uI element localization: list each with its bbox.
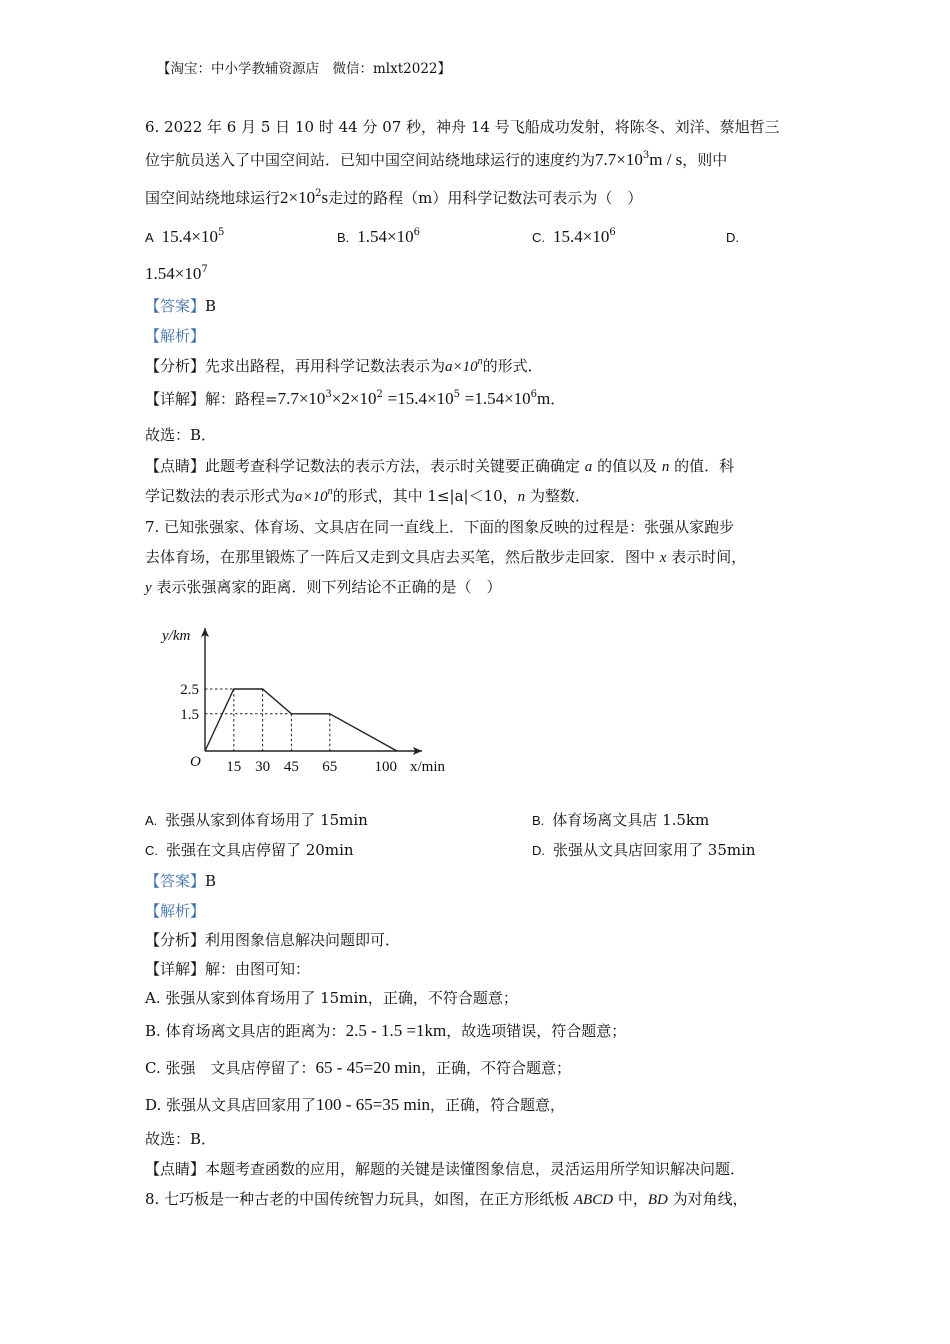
q7-choice: 故选：B．	[145, 1130, 217, 1148]
q6-detail: 【详解】解：路程$=7.7\times 10^3\times 2\times 10^2 =15.4\times 10^5 =1.54\times 10^6m$．	[145, 389, 566, 408]
q7-item-b: B. 体育场离文具店的距离为：2.5 - 1.5 =1km，故选项错误，符合题意；	[145, 1021, 627, 1040]
x-tick-65: 65	[322, 759, 338, 775]
y-tick-1.5: 1.5	[180, 706, 199, 723]
q7-answer: 【答案】B	[145, 872, 217, 890]
x-tick-100: 100	[374, 759, 397, 775]
q7-option-c: C. 张强在文具店停留了 20min	[145, 841, 354, 859]
q8-line-1: 8. 七巧板是一种古老的中国传统智力玩具，如图，在正方形纸板 ABCD 中，BD 为对角线，	[145, 1190, 748, 1208]
q7-option-b: B. 体育场离文具店 1.5km	[532, 811, 710, 829]
q7-item-a: A. 张强从家到体育场用了 15min，正确，不符合题意；	[145, 989, 518, 1007]
q6-option-b: B. $1.54\times 10^6$	[337, 227, 421, 246]
x-axis-label: x/min	[410, 759, 446, 775]
y-tick-2.5: 2.5	[180, 682, 199, 698]
q6-option-d-label: D.	[726, 230, 739, 245]
x-tick-15: 15	[226, 759, 242, 775]
q6-option-d: $1.54\times 10^7$	[145, 264, 208, 283]
q6-option-c: C. $15.4\times 10^6$	[532, 227, 616, 246]
q7-fenxi: 【分析】利用图象信息解决问题即可．	[145, 931, 401, 949]
q6-dianjing-2: 学记数法的表示形式为$a\times 10^n$的形式，其中 1≤|a|＜10，n 为整数．	[145, 486, 590, 505]
q6-analysis-tag: 【解析】	[145, 327, 206, 345]
q7-line-3: y 表示张强离家的距离．则下列结论不正确的是（ ）	[145, 578, 502, 596]
q6-option-a: A $15.4\times 10^5$	[145, 227, 225, 246]
q7-item-d: D. 张强从文具店回家用了100 - 65=35 min，正确，符合题意，	[145, 1095, 565, 1114]
q7-option-d: D. 张强从文具店回家用了 35min	[532, 841, 756, 859]
q6-fenxi: 【分析】先求出路程，再用科学记数法表示为$a\times 10^n$的形式．	[145, 356, 543, 375]
y-axis-label: y/km	[162, 628, 191, 644]
q6-line-2: 位宇航员送入了中国空间站．已知中国空间站绕地球运行的速度约为$7.7\times 10^3m / s$，则中	[145, 150, 728, 169]
q6-answer: 【答案】B	[145, 297, 217, 315]
page-header: 【淘宝：中小学教辅资源店 微信：mlxt2022】	[157, 61, 452, 77]
q7-analysis-tag: 【解析】	[145, 902, 206, 920]
q6-line-3: 国空间站绕地球运行$2\times 10^2s$走过的路程（m）用科学记数法可表示为（ ）	[145, 188, 643, 207]
q7-detail: 【详解】解：由图可知：	[145, 960, 311, 978]
q7-option-a: A. 张强从家到体育场用了 15min	[145, 811, 368, 829]
distance-time-graph	[150, 618, 460, 783]
x-tick-30: 30	[255, 759, 271, 775]
q6-dianjing-1: 【点睛】此题考查科学记数法的表示方法，表示时关键要正确确定 a 的值以及 n 的值．科	[145, 457, 735, 475]
x-tick-45: 45	[283, 759, 299, 775]
q7-line-1: 7. 已知张强家、体育场、文具店在同一直线上．下面的图象反映的过程是：张强从家跑步	[145, 518, 735, 536]
q6-line-1: 6. 2022 年 6 月 5 日 10 时 44 分 07 秒，神舟 14 号飞船成功发射，将陈冬、刘洋、蔡旭哲三	[145, 118, 780, 136]
q7-item-c: C. 张强 文具店停留了：65 - 45=20 min，正确，不符合题意；	[145, 1058, 571, 1077]
q7-line-2: 去体育场，在那里锻炼了一阵后又走到文具店去买笔，然后散步走回家．图中 x 表示时间，	[145, 548, 747, 566]
origin-label: O	[190, 754, 201, 770]
q6-choice: 故选：B．	[145, 426, 217, 444]
q7-dianjing: 【点睛】本题考查函数的应用，解题的关键是读懂图象信息，灵活运用所学知识解决问题．	[145, 1160, 746, 1178]
